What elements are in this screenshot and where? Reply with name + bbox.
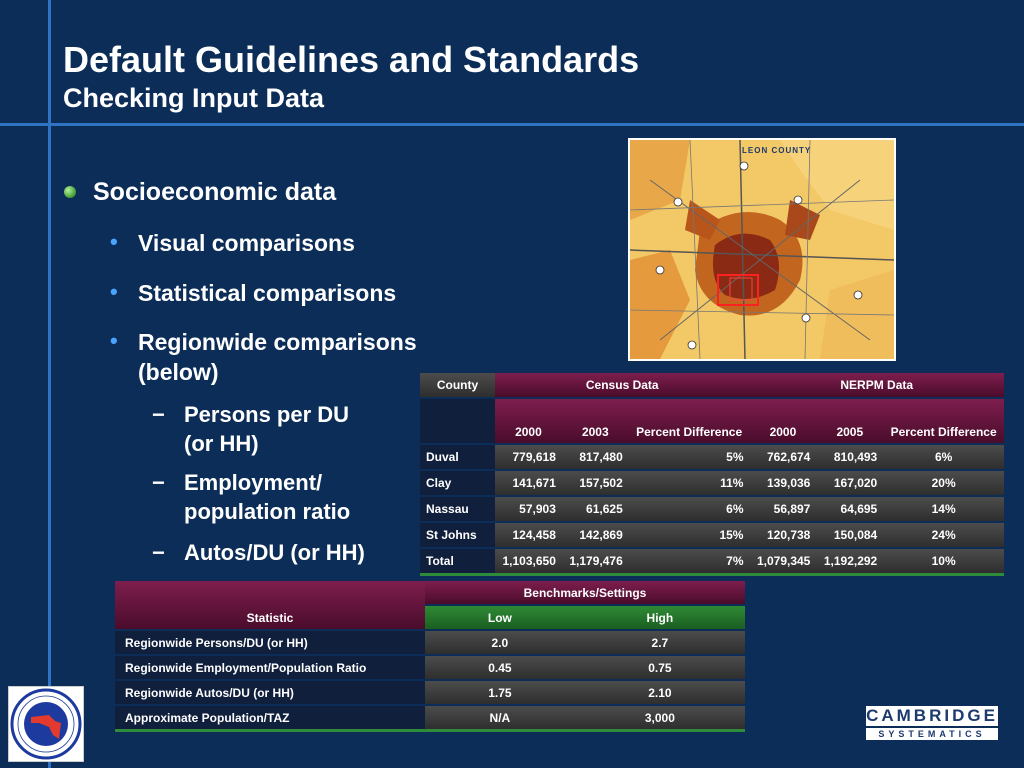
- table-row: [420, 470, 1004, 496]
- slide-title: Default Guidelines and Standards: [63, 39, 640, 80]
- value-cell: 139,036: [749, 470, 816, 496]
- header-nerpm-data: NERPM Data: [749, 373, 1004, 398]
- census-comparison-table: [420, 373, 1004, 576]
- value-cell: 56,897: [749, 496, 816, 522]
- low-cell: 1.75: [425, 680, 575, 705]
- bullet-dot-icon: [64, 186, 76, 198]
- table-row: [115, 680, 745, 705]
- value-cell: 5%: [629, 444, 750, 470]
- header-census-pct: Percent Difference: [629, 398, 750, 444]
- bullet-regionwide-comparisons: Regionwide comparisons (below): [138, 329, 417, 385]
- systematics-logo-text: SYSTEMATICS: [866, 728, 998, 740]
- county-cell: St Johns: [420, 522, 495, 548]
- header-nerpm-pct: Percent Difference: [883, 398, 1004, 444]
- value-cell: 779,618: [495, 444, 562, 470]
- bullet-marker-icon: •: [110, 328, 118, 353]
- value-cell: 20%: [883, 470, 1004, 496]
- statistic-cell: Regionwide Persons/DU (or HH): [115, 630, 425, 655]
- value-cell: 6%: [883, 444, 1004, 470]
- statistic-cell: Approximate Population/TAZ: [115, 705, 425, 731]
- slide-subtitle: Checking Input Data: [63, 83, 325, 113]
- leon-county-map: [628, 138, 896, 361]
- cambridge-logo-text: CAMBRIDGE: [866, 706, 998, 725]
- bullet-statistical-comparisons: Statistical comparisons: [138, 280, 397, 306]
- value-cell: 1,192,292: [816, 548, 883, 575]
- value-cell: 167,020: [816, 470, 883, 496]
- header-county: County: [420, 373, 495, 398]
- value-cell: 7%: [629, 548, 750, 575]
- statistic-cell: Regionwide Employment/Population Ratio: [115, 655, 425, 680]
- value-cell: 124,458: [495, 522, 562, 548]
- value-cell: 24%: [883, 522, 1004, 548]
- horizontal-rule: [0, 123, 1024, 126]
- value-cell: 61,625: [562, 496, 629, 522]
- value-cell: 6%: [629, 496, 750, 522]
- table-row: [115, 630, 745, 655]
- table-row: [420, 522, 1004, 548]
- bullet-visual-comparisons: Visual comparisons: [138, 230, 355, 256]
- value-cell: 157,502: [562, 470, 629, 496]
- low-cell: N/A: [425, 705, 575, 731]
- value-cell: 64,695: [816, 496, 883, 522]
- county-cell: Clay: [420, 470, 495, 496]
- table-row-total: [420, 548, 1004, 575]
- value-cell: 11%: [629, 470, 750, 496]
- fdot-seal-logo: [8, 686, 84, 762]
- low-cell: 0.45: [425, 655, 575, 680]
- value-cell: 1,103,650: [495, 548, 562, 575]
- value-cell: 810,493: [816, 444, 883, 470]
- value-cell: 1,079,345: [749, 548, 816, 575]
- header-census-data: Census Data: [495, 373, 749, 398]
- value-cell: 57,903: [495, 496, 562, 522]
- header-blank: [420, 398, 495, 444]
- value-cell: 10%: [883, 548, 1004, 575]
- header-statistic: Statistic: [115, 581, 425, 630]
- value-cell: 15%: [629, 522, 750, 548]
- benchmark-table: [115, 581, 745, 732]
- value-cell: 14%: [883, 496, 1004, 522]
- low-cell: 2.0: [425, 630, 575, 655]
- high-cell: 3,000: [575, 705, 745, 731]
- dash-marker-icon: −: [152, 402, 165, 427]
- value-cell: 762,674: [749, 444, 816, 470]
- header-census-2000: 2000: [495, 398, 562, 444]
- fdot-seal-graphic: [9, 687, 83, 761]
- dash-marker-icon: −: [152, 540, 165, 565]
- table-row: [115, 655, 745, 680]
- high-cell: 2.10: [575, 680, 745, 705]
- high-cell: 0.75: [575, 655, 745, 680]
- header-low: Low: [425, 605, 575, 630]
- bullet-persons-per-du: Persons per DU (or HH): [184, 402, 350, 456]
- dash-marker-icon: −: [152, 470, 165, 495]
- header-benchmarks: Benchmarks/Settings: [425, 581, 745, 605]
- value-cell: 1,179,476: [562, 548, 629, 575]
- high-cell: 2.7: [575, 630, 745, 655]
- table-row: [420, 496, 1004, 522]
- table-row: [420, 444, 1004, 470]
- header-census-2003: 2003: [562, 398, 629, 444]
- value-cell: 120,738: [749, 522, 816, 548]
- map-label: LEON COUNTY: [742, 146, 812, 155]
- vertical-rule: [48, 0, 51, 768]
- bullet-marker-icon: •: [110, 229, 118, 254]
- bullet-marker-icon: •: [110, 279, 118, 304]
- map-graphic: [630, 140, 894, 359]
- value-cell: 817,480: [562, 444, 629, 470]
- header-nerpm-2000: 2000: [749, 398, 816, 444]
- cambridge-systematics-logo: [866, 706, 998, 740]
- header-nerpm-2005: 2005: [816, 398, 883, 444]
- table-row: [115, 705, 745, 731]
- bullet-socioeconomic: Socioeconomic data: [93, 178, 337, 206]
- bullet-employment-ratio: Employment/ population ratio: [184, 470, 351, 524]
- value-cell: 150,084: [816, 522, 883, 548]
- header-high: High: [575, 605, 745, 630]
- statistic-cell: Regionwide Autos/DU (or HH): [115, 680, 425, 705]
- value-cell: 141,671: [495, 470, 562, 496]
- county-cell: Duval: [420, 444, 495, 470]
- county-cell: Nassau: [420, 496, 495, 522]
- county-cell: Total: [420, 548, 495, 575]
- value-cell: 142,869: [562, 522, 629, 548]
- bullet-autos-per-du: Autos/DU (or HH): [184, 540, 365, 565]
